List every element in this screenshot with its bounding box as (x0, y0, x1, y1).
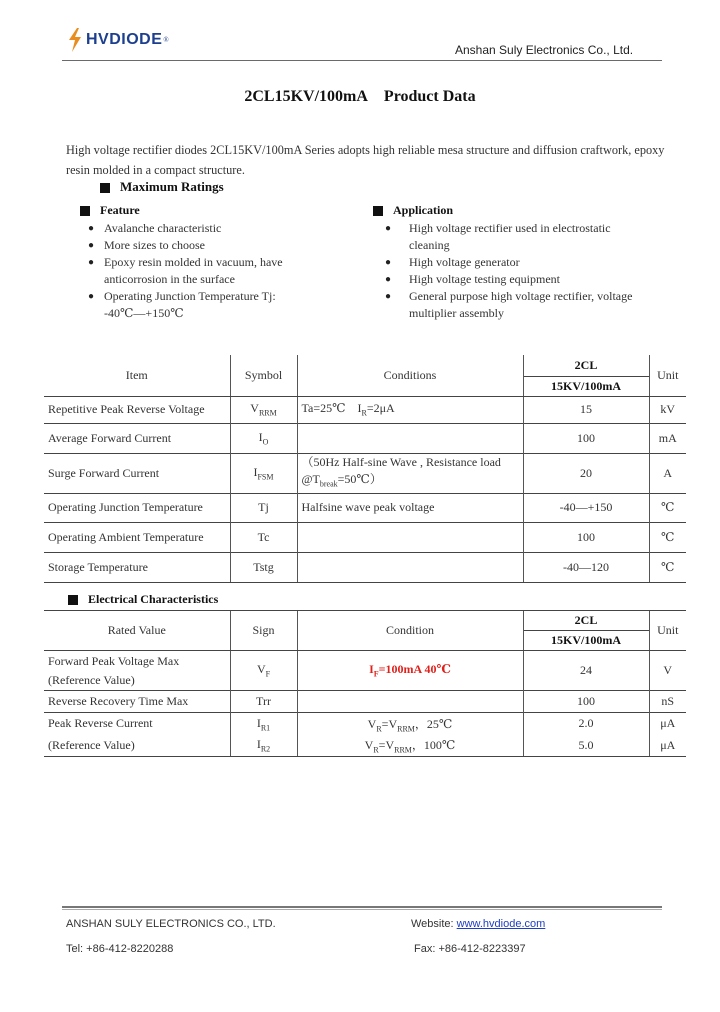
col-header-unit: Unit (649, 355, 686, 396)
col-header-group: 2CL (523, 355, 649, 376)
footer-tel: Tel: +86-412-8220288 (66, 943, 174, 955)
col-header-model: 15KV/100mA (523, 631, 649, 651)
list-item: ● Operating Junction Temperature Tj: -40℃—+150℃ (88, 288, 298, 322)
square-bullet-icon (100, 183, 110, 193)
square-bullet-icon (80, 206, 90, 216)
col-header-group: 2CL (523, 611, 649, 631)
company-name: Anshan Suly Electronics Co., Ltd. (455, 43, 634, 57)
header-divider (62, 60, 662, 61)
ratings-table (44, 355, 686, 583)
table-row: Repetitive Peak Reverse Voltage $V_{RRM}$ Ta=25℃ $I_R=2\mu A$ 15 kV (44, 396, 686, 423)
table-row: Forward Peak Voltage Max (Reference Value) $V_F$ $I_F=100mA$ 40℃ 24 V (44, 651, 686, 691)
square-bullet-icon (373, 206, 383, 216)
electrical-table (44, 610, 686, 757)
title-label: Product Data (383, 88, 476, 105)
intro-paragraph: High voltage rectifier diodes 2CL15KV/100mA Series adopts high reliable mesa structure and diffusion craftwork, epoxy resin molded in a compact structure. (66, 143, 665, 177)
footer-divider (62, 906, 662, 908)
col-header-item: Item (44, 355, 230, 396)
company-logo (66, 25, 169, 55)
list-item: ● High voltage rectifier used in electrostatic cleaning (385, 220, 624, 254)
table-row: Surge Forward Current $I_{FSM}$ （50Hz Half-sine Wave , Resistance load $@T_{break}=50℃$） 20 A (44, 453, 686, 493)
col-header-sign: Sign (230, 611, 297, 651)
table-row: Average Forward Current $I_O$ 100 mA (44, 423, 686, 453)
list-item: ● Epoxy resin molded in vacuum, have anticorrosion in the surface (88, 254, 298, 288)
table-row: Storage Temperature Tstg -40—120 ℃ (44, 552, 686, 582)
application-heading: Application (373, 203, 453, 218)
list-item: ● Avalanche characteristic (88, 220, 298, 237)
col-header-unit: Unit (649, 611, 686, 651)
footer-company: ANSHAN SULY ELECTRONICS CO., LTD. (66, 918, 276, 930)
list-item: ● High voltage generator (385, 254, 665, 271)
lightning-logo-icon (66, 27, 84, 53)
feature-heading: Feature (80, 203, 140, 218)
square-bullet-icon (68, 595, 78, 605)
feature-list (88, 220, 298, 322)
col-header-condition: Condition (297, 611, 523, 651)
page-title (0, 88, 720, 106)
website-link[interactable]: www.hvdiode.com (456, 918, 546, 930)
logo-text: HVDIODE (86, 31, 163, 48)
application-list (385, 220, 665, 322)
col-header-model: 15KV/100mA (523, 376, 649, 396)
col-header-symbol: Symbol (230, 355, 297, 396)
footer-divider-thin (62, 909, 662, 910)
table-row: Reverse Recovery Time Max Trr 100 nS (44, 691, 686, 713)
list-item: ● General purpose high voltage rectifier, voltage multiplier assembly (385, 288, 659, 322)
col-header-conditions: Conditions (297, 355, 523, 396)
col-header-rated: Rated Value (44, 611, 230, 651)
max-ratings-heading: Maximum Ratings (100, 179, 224, 195)
table-row: Peak Reverse Current $I_{R1}$ $V_R=V_{RRM}$，25℃ 2.0 μA (44, 713, 686, 735)
title-part: 2CL15KV/100mA (244, 88, 368, 105)
registered-mark: ® (163, 36, 169, 44)
list-item: ● High voltage testing equipment (385, 271, 665, 288)
table-row: Operating Junction Temperature Tj Halfsine wave peak voltage -40—+150 ℃ (44, 493, 686, 522)
footer-website: Website: www.hvdiode.com (411, 918, 546, 930)
electrical-heading: Electrical Characteristics (68, 592, 218, 607)
table-row: (Reference Value) $I_{R2}$ $V_R=V_{RRM}$，100℃ 5.0 μA (44, 735, 686, 757)
list-item: ● More sizes to choose (88, 237, 298, 254)
footer-fax: Fax: +86-412-8223397 (414, 943, 526, 955)
table-row: Operating Ambient Temperature Tc 100 ℃ (44, 522, 686, 552)
